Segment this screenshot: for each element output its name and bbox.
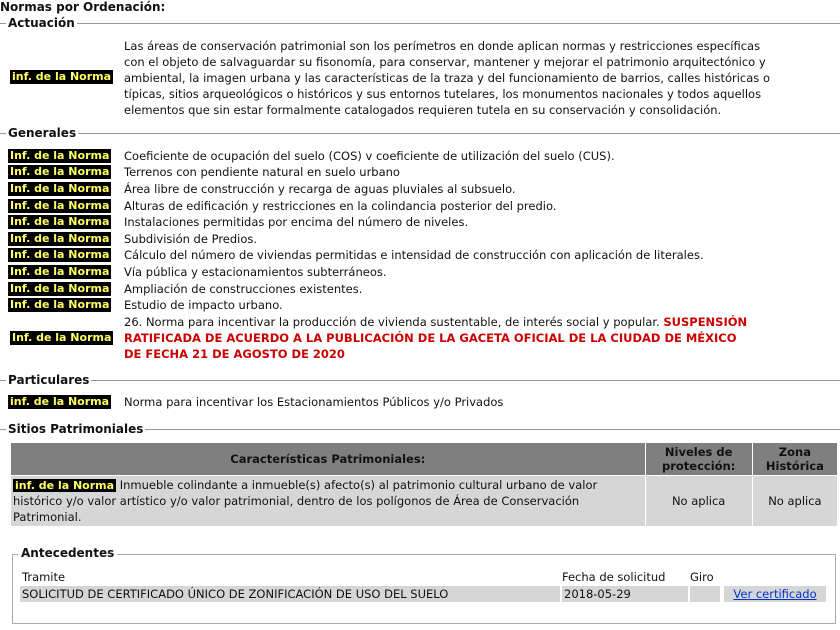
inf-norma-button[interactable]: Inf. de la Norma <box>10 282 110 295</box>
zona-cell: No aplica <box>752 476 837 527</box>
norma-text: Instalaciones permitidas por encima del número de niveles. <box>124 215 469 229</box>
section-divider <box>0 380 840 381</box>
section-legend-sitios: Sitios Patrimoniales <box>8 422 144 436</box>
giro-cell <box>690 586 720 602</box>
inf-norma-button[interactable]: Inf. de la Norma <box>10 149 110 162</box>
norma-text: Coeficiente de ocupación del suelo (COS) v coeficiente de utilización del suelo (CUS). <box>124 149 615 163</box>
ver-certificado-cell <box>724 586 826 602</box>
section-legend-actuacion: Actuación <box>8 16 75 30</box>
section-legend-particulares: Particulares <box>8 373 90 387</box>
norma-text: Ampliación de construcciones existentes. <box>124 282 363 296</box>
ver-certificado-link[interactable]: Ver certificado <box>733 587 817 601</box>
caracteristicas-text: Inmueble colindante a inmueble(s) afecto(s) al patrimonio cultural urbano de valor histórico y/o valor artístico y/o valor patrimonial, dentro de los polígonos de Área de Conservación Patrimonial. <box>13 478 598 524</box>
col-header-niveles: Niveles de protección: <box>645 443 752 476</box>
caracteristicas-cell <box>11 476 646 527</box>
actuacion-line: Las áreas de conservación patrimonial son los perímetros en donde aplican normas y restricciones específicas <box>124 39 761 53</box>
norma-text: Área libre de construcción y recarga de aguas pluviales al subsuelo. <box>124 182 516 196</box>
inf-norma-button-actuacion[interactable]: inf. de la Norma <box>12 70 112 83</box>
inf-norma-button[interactable]: inf. de la Norma <box>15 479 115 492</box>
inf-norma-button[interactable]: Inf. de la Norma <box>10 232 110 245</box>
col-header-tramite: Tramite <box>22 570 66 584</box>
section-legend-antecedentes: Antecedentes <box>18 546 117 560</box>
norma-text: Subdivisión de Predios. <box>124 232 258 246</box>
norma-26-suspension-line3: DE FECHA 21 DE AGOSTO DE 2020 <box>124 347 345 361</box>
col-header-giro: Giro <box>690 570 714 584</box>
inf-norma-button[interactable]: Inf. de la Norma <box>10 248 110 261</box>
section-divider <box>0 133 840 134</box>
norma-26-suspension-line2: RATIFICADA DE ACUERDO A LA PUBLICACIÓN DE LA GACETA OFICIAL DE LA CIUDAD DE MÉXICO <box>124 331 737 345</box>
norma-26-text <box>124 314 747 362</box>
col-header-zona: Zona Histórica <box>752 443 837 476</box>
actuacion-line: con el objeto de salvaguardar su fisonomía, para conservar, mantener y mejorar el patrimonio arquitectónico y <box>124 55 766 69</box>
page-title: Normas por Ordenación: <box>0 0 166 14</box>
fecha-cell: 2018-05-29 <box>562 586 688 602</box>
niveles-cell: No aplica <box>645 476 752 527</box>
inf-norma-button[interactable]: Inf. de la Norma <box>10 182 110 195</box>
norma-text: Norma para incentivar los Estacionamientos Públicos y/o Privados <box>124 395 504 409</box>
norma-text: Vía pública y estacionamientos subterráneos. <box>124 265 387 279</box>
section-divider <box>0 23 840 24</box>
actuacion-line: elementos que sin estar formalmente catalogados requieren tutela en su conservación y consolidación. <box>124 103 722 117</box>
norma-text: Terrenos con pendiente natural en suelo urbano <box>124 165 400 179</box>
col-header-caracteristicas: Características Patrimoniales: <box>11 443 646 476</box>
inf-norma-button[interactable]: Inf. de la Norma <box>10 215 110 228</box>
table-row <box>11 476 838 527</box>
inf-norma-button[interactable]: inf. de la Norma <box>10 395 110 408</box>
col-header-fecha: Fecha de solicitud <box>562 570 666 584</box>
norma-text: Cálculo del número de viviendas permitidas e intensidad de construcción con aplicación de literales. <box>124 248 704 262</box>
actuacion-line: típicas, sitios arqueológicos o históricos y sus entornos tutelares, los monumentos nacionales y todos aquellos <box>124 87 762 101</box>
norma-text: Alturas de edificación y restricciones en la colindancia posterior del predio. <box>124 199 557 213</box>
table-row <box>20 586 830 602</box>
norma-26-suspension: SUSPENSIÓN <box>663 315 748 329</box>
section-legend-generales: Generales <box>8 126 77 140</box>
inf-norma-button[interactable]: Inf. de la Norma <box>10 165 110 178</box>
table-header-row <box>11 443 838 476</box>
inf-norma-button[interactable]: Inf. de la Norma <box>12 331 112 344</box>
sitios-table <box>10 442 838 527</box>
inf-norma-button[interactable]: Inf. de la Norma <box>10 298 110 311</box>
actuacion-line: ambiental, la imagen urbana y las características de la traza y del funcionamiento de barrios, calles históricas o <box>124 71 770 85</box>
inf-norma-button[interactable]: Inf. de la Norma <box>10 199 110 212</box>
norma-26-normal: 26. Norma para incentivar la producción de vivienda sustentable, de interés social y popular. <box>124 315 664 329</box>
inf-norma-button[interactable]: Inf. de la Norma <box>10 265 110 278</box>
norma-text: Estudio de impacto urbano. <box>124 298 283 312</box>
tramite-cell: SOLICITUD DE CERTIFICADO ÚNICO DE ZONIFICACIÓN DE USO DEL SUELO <box>20 586 560 602</box>
actuacion-description <box>124 38 770 118</box>
